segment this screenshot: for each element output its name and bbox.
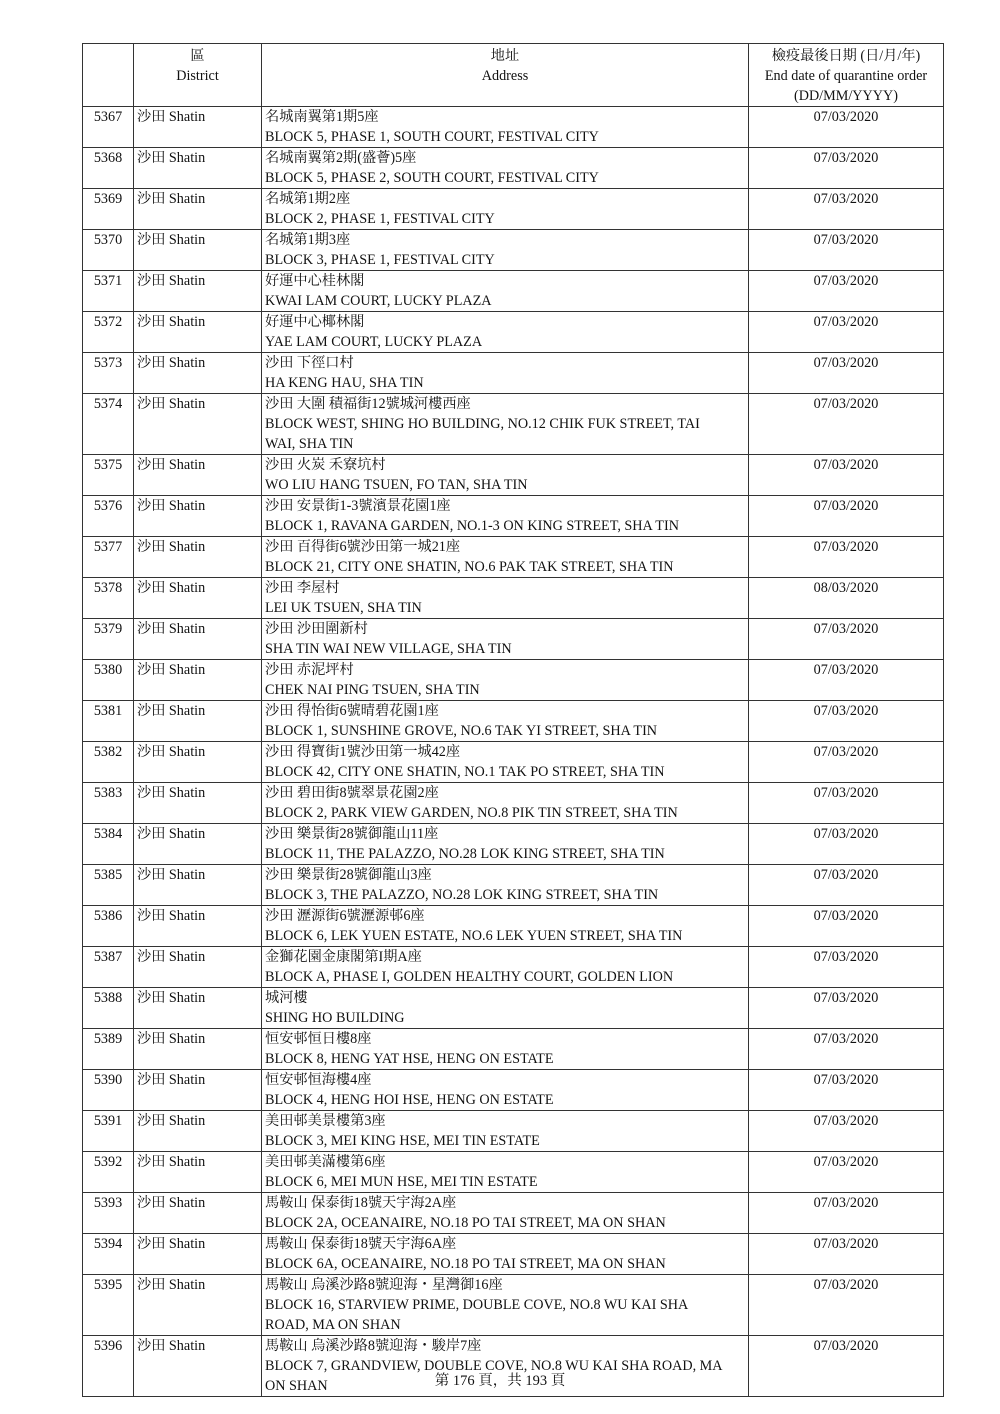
quarantine-end-date: 07/03/2020: [749, 496, 944, 537]
district-cell: 沙田 Shatin: [134, 824, 262, 865]
address-zh: 好運中心桂林閣: [265, 273, 365, 289]
district-cell: 沙田 Shatin: [134, 496, 262, 537]
address-cell: [262, 271, 749, 312]
address-en: BLOCK 1, SUNSHINE GROVE, NO.6 TAK YI STREET, SHA TIN: [265, 723, 658, 739]
address-cell: [262, 1152, 749, 1193]
address-zh: 美田邨美景樓第3座: [265, 1113, 386, 1129]
header-district-en: District: [176, 68, 219, 84]
district-cell: 沙田 Shatin: [134, 865, 262, 906]
address-zh: 名城第1期2座: [265, 191, 351, 207]
address-en: BLOCK 7, GRANDVIEW, DOUBLE COVE, NO.8 WU KAI SHA ROAD, MA: [265, 1358, 723, 1374]
address-en: KWAI LAM COURT, LUCKY PLAZA: [265, 293, 492, 309]
row-number: 5383: [83, 783, 134, 824]
table-row: [83, 537, 944, 578]
quarantine-end-date: 07/03/2020: [749, 1193, 944, 1234]
row-number: 5385: [83, 865, 134, 906]
address-zh: 名城第1期3座: [265, 232, 351, 248]
address-cell: [262, 1234, 749, 1275]
address-en: BLOCK 5, PHASE 1, SOUTH COURT, FESTIVAL CITY: [265, 129, 599, 145]
row-number: 5380: [83, 660, 134, 701]
address-zh: 金獅花園金康閣第I期A座: [265, 949, 422, 965]
quarantine-end-date: 07/03/2020: [749, 1070, 944, 1111]
table-row: [83, 496, 944, 537]
row-number: 5386: [83, 906, 134, 947]
address-cell: [262, 107, 749, 148]
row-number: 5387: [83, 947, 134, 988]
address-zh: 沙田 下徑口村: [265, 355, 354, 371]
quarantine-end-date: 07/03/2020: [749, 230, 944, 271]
address-zh: 沙田 瀝源街6號瀝源邨6座: [265, 908, 425, 924]
row-number: 5390: [83, 1070, 134, 1111]
row-number: 5371: [83, 271, 134, 312]
address-zh: 沙田 火炭 禾寮坑村: [265, 457, 386, 473]
table-row: [83, 230, 944, 271]
quarantine-end-date: 07/03/2020: [749, 394, 944, 455]
district-cell: 沙田 Shatin: [134, 271, 262, 312]
address-en: BLOCK 6, LEK YUEN ESTATE, NO.6 LEK YUEN STREET, SHA TIN: [265, 928, 683, 944]
address-en: BLOCK 16, STARVIEW PRIME, DOUBLE COVE, NO.8 WU KAI SHA: [265, 1297, 689, 1313]
address-zh: 恒安邨恒海樓4座: [265, 1072, 372, 1088]
header-address-zh: 地址: [490, 48, 520, 64]
address-en: LEI UK TSUEN, SHA TIN: [265, 600, 422, 616]
table-row: [83, 906, 944, 947]
table-header-row: [83, 44, 944, 107]
quarantine-end-date: 07/03/2020: [749, 148, 944, 189]
quarantine-end-date: 07/03/2020: [749, 312, 944, 353]
table-row: [83, 1070, 944, 1111]
quarantine-end-date: 07/03/2020: [749, 1275, 944, 1336]
table-row: [83, 107, 944, 148]
district-cell: 沙田 Shatin: [134, 537, 262, 578]
address-zh: 沙田 李屋村: [265, 580, 340, 596]
table-row: [83, 271, 944, 312]
address-cell: [262, 537, 749, 578]
address-cell: [262, 230, 749, 271]
row-number: 5392: [83, 1152, 134, 1193]
district-cell: 沙田 Shatin: [134, 353, 262, 394]
quarantine-end-date: 07/03/2020: [749, 619, 944, 660]
address-zh: 沙田 樂景街28號御龍山11座: [265, 826, 439, 842]
district-cell: 沙田 Shatin: [134, 619, 262, 660]
address-en: BLOCK 4, HENG HOI HSE, HENG ON ESTATE: [265, 1092, 554, 1108]
header-date-zh: 檢疫最後日期 (日/月/年): [771, 48, 921, 64]
table-row: [83, 865, 944, 906]
quarantine-end-date: 07/03/2020: [749, 1111, 944, 1152]
address-en-continued: ON SHAN: [265, 1378, 328, 1394]
address-en: BLOCK 42, CITY ONE SHATIN, NO.1 TAK PO STREET, SHA TIN: [265, 764, 665, 780]
address-en: CHEK NAI PING TSUEN, SHA TIN: [265, 682, 480, 698]
address-cell: [262, 1111, 749, 1152]
address-cell: [262, 455, 749, 496]
district-cell: 沙田 Shatin: [134, 189, 262, 230]
quarantine-end-date: 07/03/2020: [749, 865, 944, 906]
table-row: [83, 394, 944, 455]
address-en: BLOCK 3, PHASE 1, FESTIVAL CITY: [265, 252, 495, 268]
address-cell: [262, 619, 749, 660]
address-cell: [262, 947, 749, 988]
district-cell: 沙田 Shatin: [134, 988, 262, 1029]
header-number: [83, 44, 134, 107]
address-zh: 馬鞍山 烏溪沙路8號迎海・星灣御16座: [265, 1277, 503, 1293]
row-number: 5367: [83, 107, 134, 148]
address-cell: [262, 148, 749, 189]
row-number: 5368: [83, 148, 134, 189]
table-row: [83, 1029, 944, 1070]
row-number: 5396: [83, 1336, 134, 1397]
address-zh: 沙田 得寶街1號沙田第一城42座: [265, 744, 461, 760]
table-body: [83, 107, 944, 1397]
address-zh: 沙田 大圍 積福街12號城河樓西座: [265, 396, 471, 412]
address-en: BLOCK 3, THE PALAZZO, NO.28 LOK KING STREET, SHA TIN: [265, 887, 659, 903]
district-cell: 沙田 Shatin: [134, 1193, 262, 1234]
table-row: [83, 1111, 944, 1152]
district-cell: 沙田 Shatin: [134, 1275, 262, 1336]
table-row: [83, 578, 944, 619]
header-date-en: End date of quarantine order: [764, 68, 928, 84]
address-en: HA KENG HAU, SHA TIN: [265, 375, 424, 391]
table-row: [83, 947, 944, 988]
quarantine-end-date: 07/03/2020: [749, 353, 944, 394]
address-zh: 美田邨美滿樓第6座: [265, 1154, 386, 1170]
table-row: [83, 455, 944, 496]
header-district-zh: 區: [190, 48, 205, 64]
address-cell: [262, 1275, 749, 1336]
district-cell: 沙田 Shatin: [134, 947, 262, 988]
quarantine-end-date: 07/03/2020: [749, 947, 944, 988]
district-cell: 沙田 Shatin: [134, 394, 262, 455]
district-cell: 沙田 Shatin: [134, 701, 262, 742]
district-cell: 沙田 Shatin: [134, 742, 262, 783]
table-row: [83, 353, 944, 394]
address-zh: 沙田 赤泥坪村: [265, 662, 354, 678]
address-zh: 馬鞍山 烏溪沙路8號迎海・駿岸7座: [265, 1338, 482, 1354]
address-en: BLOCK A, PHASE I, GOLDEN HEALTHY COURT, GOLDEN LION: [265, 969, 674, 985]
address-en: BLOCK 11, THE PALAZZO, NO.28 LOK KING STREET, SHA TIN: [265, 846, 665, 862]
address-en: SHING HO BUILDING: [265, 1010, 405, 1026]
quarantine-end-date: 07/03/2020: [749, 1029, 944, 1070]
table-row: [83, 148, 944, 189]
quarantine-end-date: 07/03/2020: [749, 783, 944, 824]
address-zh: 城河樓: [265, 990, 308, 1006]
row-number: 5382: [83, 742, 134, 783]
table-row: [83, 1234, 944, 1275]
quarantine-end-date: 07/03/2020: [749, 906, 944, 947]
district-cell: 沙田 Shatin: [134, 1029, 262, 1070]
quarantine-end-date: 07/03/2020: [749, 1234, 944, 1275]
row-number: 5395: [83, 1275, 134, 1336]
district-cell: 沙田 Shatin: [134, 312, 262, 353]
table-row: [83, 701, 944, 742]
quarantine-end-date: 07/03/2020: [749, 271, 944, 312]
table-row: [83, 312, 944, 353]
quarantine-end-date: 07/03/2020: [749, 660, 944, 701]
address-en: BLOCK 6, MEI MUN HSE, MEI TIN ESTATE: [265, 1174, 538, 1190]
address-cell: [262, 906, 749, 947]
address-zh: 名城南翼第2期(盛薈)5座: [265, 150, 417, 166]
quarantine-end-date: 07/03/2020: [749, 537, 944, 578]
address-en: BLOCK 1, RAVANA GARDEN, NO.1-3 ON KING STREET, SHA TIN: [265, 518, 679, 534]
row-number: 5369: [83, 189, 134, 230]
address-en-continued: ROAD, MA ON SHAN: [265, 1317, 401, 1333]
table-row: [83, 824, 944, 865]
address-zh: 沙田 樂景街28號御龍山3座: [265, 867, 432, 883]
address-cell: [262, 353, 749, 394]
address-en-continued: WAI, SHA TIN: [265, 436, 354, 452]
row-number: 5389: [83, 1029, 134, 1070]
address-cell: [262, 824, 749, 865]
table-row: [83, 742, 944, 783]
header-address: [262, 44, 749, 107]
header-date-format: (DD/MM/YYYY): [793, 88, 899, 104]
district-cell: 沙田 Shatin: [134, 660, 262, 701]
row-number: 5373: [83, 353, 134, 394]
address-cell: [262, 742, 749, 783]
district-cell: 沙田 Shatin: [134, 1111, 262, 1152]
address-cell: [262, 189, 749, 230]
address-en: YAE LAM COURT, LUCKY PLAZA: [265, 334, 483, 350]
table-row: [83, 783, 944, 824]
address-zh: 名城南翼第1期5座: [265, 109, 379, 125]
address-en: BLOCK 3, MEI KING HSE, MEI TIN ESTATE: [265, 1133, 540, 1149]
address-cell: [262, 660, 749, 701]
quarantine-end-date: 07/03/2020: [749, 988, 944, 1029]
address-cell: [262, 1070, 749, 1111]
quarantine-end-date: 07/03/2020: [749, 824, 944, 865]
row-number: 5378: [83, 578, 134, 619]
header-end-date: [749, 44, 944, 107]
address-zh: 沙田 沙田圍新村: [265, 621, 368, 637]
quarantine-end-date: 07/03/2020: [749, 1336, 944, 1397]
row-number: 5384: [83, 824, 134, 865]
district-cell: 沙田 Shatin: [134, 1336, 262, 1397]
address-en: BLOCK 2, PHASE 1, FESTIVAL CITY: [265, 211, 495, 227]
row-number: 5379: [83, 619, 134, 660]
table-row: [83, 1193, 944, 1234]
table-row: [83, 988, 944, 1029]
row-number: 5394: [83, 1234, 134, 1275]
row-number: 5375: [83, 455, 134, 496]
address-cell: [262, 312, 749, 353]
address-cell: [262, 1029, 749, 1070]
district-cell: 沙田 Shatin: [134, 1152, 262, 1193]
address-zh: 沙田 百得街6號沙田第一城21座: [265, 539, 461, 555]
address-cell: [262, 394, 749, 455]
table-row: [83, 619, 944, 660]
address-cell: [262, 865, 749, 906]
address-cell: [262, 496, 749, 537]
district-cell: 沙田 Shatin: [134, 578, 262, 619]
row-number: 5381: [83, 701, 134, 742]
address-zh: 恒安邨恒日樓8座: [265, 1031, 372, 1047]
header-district: [134, 44, 262, 107]
district-cell: 沙田 Shatin: [134, 1234, 262, 1275]
quarantine-end-date: 07/03/2020: [749, 742, 944, 783]
quarantine-end-date: 07/03/2020: [749, 455, 944, 496]
address-en: BLOCK 21, CITY ONE SHATIN, NO.6 PAK TAK STREET, SHA TIN: [265, 559, 674, 575]
quarantine-end-date: 07/03/2020: [749, 1152, 944, 1193]
address-en: BLOCK 2A, OCEANAIRE, NO.18 PO TAI STREET, MA ON SHAN: [265, 1215, 666, 1231]
quarantine-address-table: [82, 43, 944, 1397]
district-cell: 沙田 Shatin: [134, 1070, 262, 1111]
district-cell: 沙田 Shatin: [134, 230, 262, 271]
table-row: [83, 1275, 944, 1336]
address-en: BLOCK 8, HENG YAT HSE, HENG ON ESTATE: [265, 1051, 554, 1067]
header-address-en: Address: [481, 68, 529, 84]
address-zh: 沙田 安景街1-3號濱景花園1座: [265, 498, 451, 514]
district-cell: 沙田 Shatin: [134, 906, 262, 947]
address-zh: 馬鞍山 保泰街18號天宇海2A座: [265, 1195, 457, 1211]
row-number: 5388: [83, 988, 134, 1029]
address-en: BLOCK WEST, SHING HO BUILDING, NO.12 CHIK FUK STREET, TAI: [265, 416, 700, 432]
address-en: SHA TIN WAI NEW VILLAGE, SHA TIN: [265, 641, 512, 657]
row-number: 5372: [83, 312, 134, 353]
address-zh: 馬鞍山 保泰街18號天宇海6A座: [265, 1236, 457, 1252]
table-row: [83, 1152, 944, 1193]
district-cell: 沙田 Shatin: [134, 783, 262, 824]
address-cell: [262, 701, 749, 742]
table-row: [83, 189, 944, 230]
address-cell: [262, 1193, 749, 1234]
row-number: 5370: [83, 230, 134, 271]
quarantine-end-date: 07/03/2020: [749, 189, 944, 230]
district-cell: 沙田 Shatin: [134, 455, 262, 496]
row-number: 5374: [83, 394, 134, 455]
address-en: BLOCK 6A, OCEANAIRE, NO.18 PO TAI STREET, MA ON SHAN: [265, 1256, 666, 1272]
address-zh: 沙田 碧田街8號翠景花園2座: [265, 785, 439, 801]
quarantine-end-date: 07/03/2020: [749, 701, 944, 742]
quarantine-end-date: 08/03/2020: [749, 578, 944, 619]
address-en: WO LIU HANG TSUEN, FO TAN, SHA TIN: [265, 477, 528, 493]
address-cell: [262, 783, 749, 824]
address-cell: [262, 988, 749, 1029]
address-en: BLOCK 5, PHASE 2, SOUTH COURT, FESTIVAL CITY: [265, 170, 599, 186]
address-en: BLOCK 2, PARK VIEW GARDEN, NO.8 PIK TIN STREET, SHA TIN: [265, 805, 678, 821]
row-number: 5377: [83, 537, 134, 578]
address-zh: 沙田 得怡街6號晴碧花園1座: [265, 703, 439, 719]
row-number: 5376: [83, 496, 134, 537]
row-number: 5391: [83, 1111, 134, 1152]
quarantine-end-date: 07/03/2020: [749, 107, 944, 148]
page-number-footer: 第 176 頁，共 193 頁: [434, 1373, 566, 1389]
district-cell: 沙田 Shatin: [134, 148, 262, 189]
address-cell: [262, 578, 749, 619]
address-zh: 好運中心椰林閣: [265, 314, 365, 330]
table-row: [83, 660, 944, 701]
district-cell: 沙田 Shatin: [134, 107, 262, 148]
row-number: 5393: [83, 1193, 134, 1234]
